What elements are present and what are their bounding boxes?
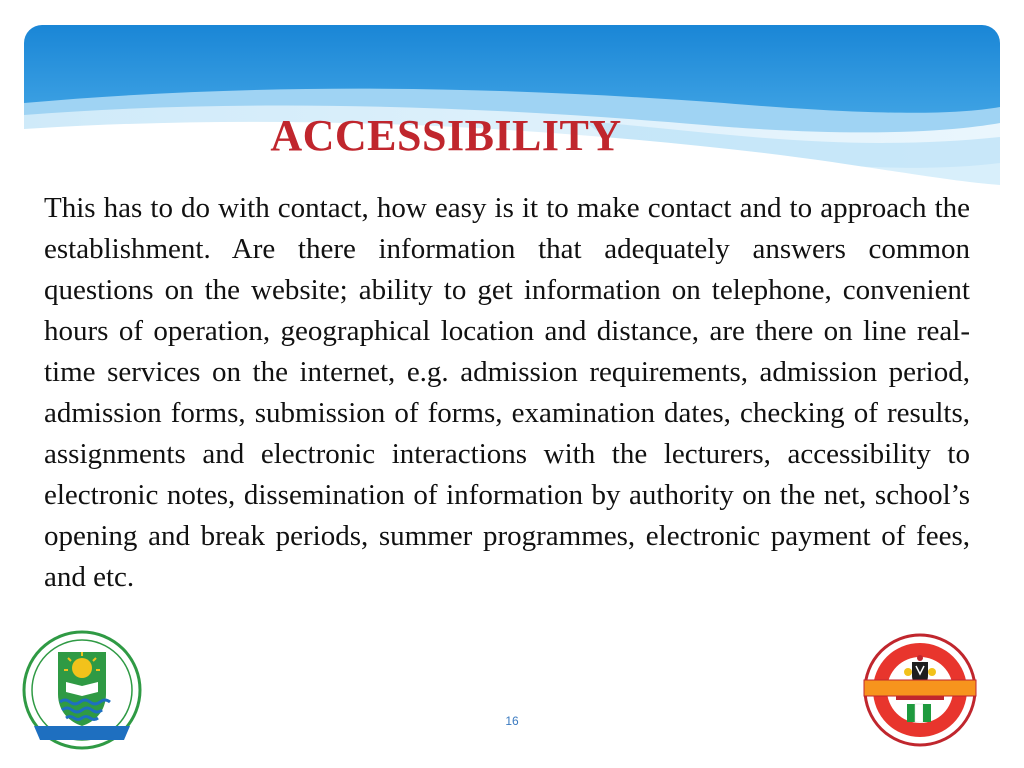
servicom-badge-logo	[862, 632, 978, 748]
page-number: 16	[505, 714, 519, 728]
servicom-icon	[862, 632, 978, 748]
slide-title: ACCESSIBILITY	[270, 111, 622, 160]
body-paragraph: This has to do with contact, how easy is it to make contact and to approach the establishment. Are there information that adequately answers common questions on the website; ability to get information on telephone, convenient hours of operation, geographical location and distance, are there on line real-time services on the internet, e.g. admission requirements, admission period, admission forms, submission of forms, examination dates, checking of results, assignments and electronic interactions with the lecturers, accessibility to electronic notes, dissemination of information by authority on the net, school’s opening and break periods, summer programmes, electronic payment of fees, and etc.	[44, 192, 970, 593]
crest-icon	[20, 628, 144, 752]
university-crest-logo	[20, 628, 144, 752]
